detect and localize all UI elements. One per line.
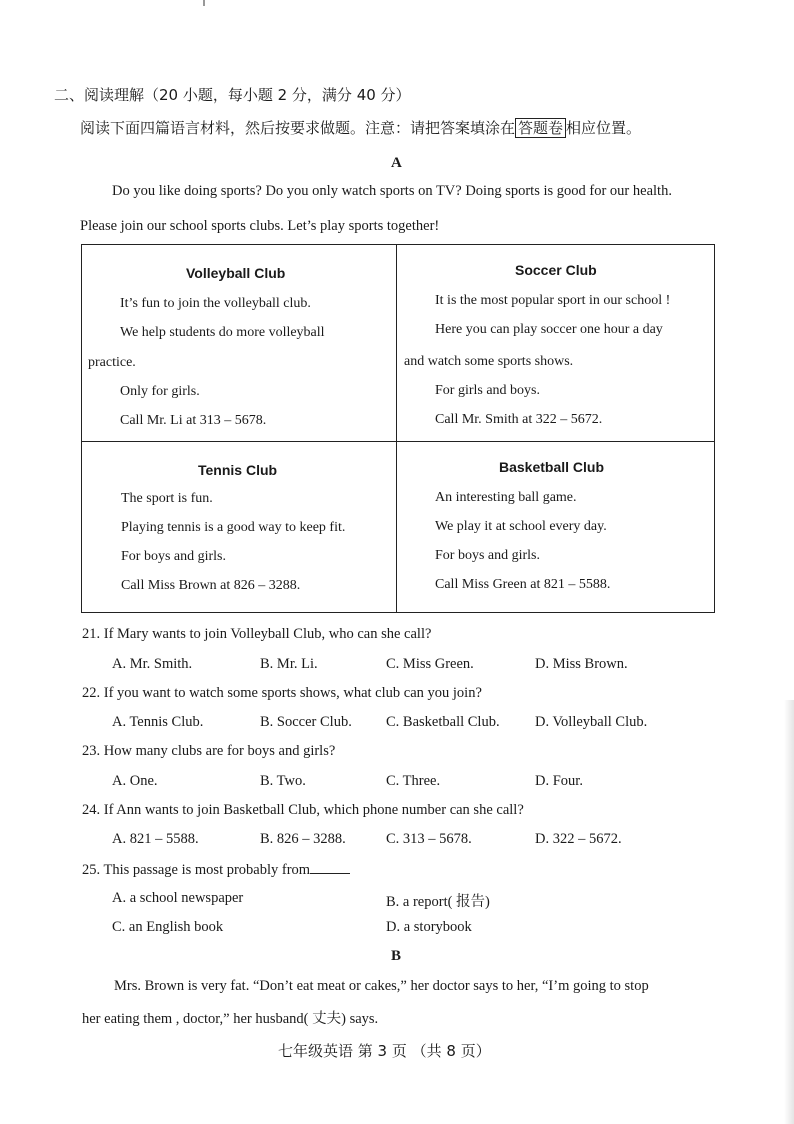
volleyball-line1: It’s fun to join the volleyball club. [120, 296, 311, 311]
tennis-line3: For boys and girls. [121, 549, 226, 564]
instruction-text: 阅读下面四篇语言材料，然后按要求做题。注意：请把答案填涂在 [80, 119, 516, 137]
passage-a-label: A [391, 155, 402, 171]
q24-option-c: C. 313 – 5678. [386, 831, 472, 847]
q21-option-a: A. Mr. Smith. [112, 656, 193, 672]
tennis-line1: The sport is fun. [121, 491, 213, 506]
basketball-line1: An interesting ball game. [435, 490, 577, 505]
q21-option-d: D. Miss Brown. [535, 656, 628, 672]
clubs-table [81, 244, 715, 613]
q25-option-d: D. a storybook [386, 919, 472, 935]
q25-option-c: C. an English book [112, 919, 224, 935]
question-22: 22. If you want to watch some sports shows, what club can you join? [82, 685, 482, 701]
tennis-line2: Playing tennis is a good way to keep fit. [121, 520, 346, 535]
passage-a-intro-line2: Please join our school sports clubs. Let’s play sports together! [80, 218, 440, 234]
question-23: 23. How many clubs are for boys and girls? [82, 743, 336, 759]
passage-b-line1: Mrs. Brown is very fat. “Don’t eat meat or cakes,” her doctor says to her, “I’m going to stop [114, 978, 649, 994]
soccer-line3: For girls and boys. [435, 383, 540, 398]
soccer-line2b: and watch some sports shows. [404, 354, 574, 369]
basketball-line2: We play it at school every day. [435, 519, 607, 534]
q22-option-b: B. Soccer Club. [260, 714, 352, 730]
instruction [80, 117, 641, 138]
q21-option-c: C. Miss Green. [386, 656, 474, 672]
scan-mark [203, 0, 205, 6]
passage-a-intro-line1: Do you like doing sports? Do you only watch sports on TV? Doing sports is good for our health. [112, 183, 672, 199]
question-25-stem: 25. This passage is most probably from [82, 862, 311, 878]
question-24: 24. If Ann wants to join Basketball Club, which phone number can she call? [82, 802, 524, 818]
volleyball-line2a: We help students do more volleyball [120, 325, 325, 340]
volleyball-line3: Only for girls. [120, 384, 200, 399]
basketball-club-title: Basketball Club [499, 459, 605, 475]
tennis-line4: Call Miss Brown at 826 – 3288. [121, 578, 301, 593]
q23-option-d: D. Four. [535, 773, 583, 789]
passage-b-line2: her eating them , doctor,” her husband( 丈夫) says. [82, 1011, 379, 1027]
q23-option-c: C. Three. [386, 773, 441, 789]
page-footer: 七年级英语 第 3 页 （共 8 页） [278, 1042, 491, 1060]
q22-option-c: C. Basketball Club. [386, 714, 500, 730]
q25-option-a: A. a school newspaper [112, 890, 244, 906]
basketball-club-cell [397, 442, 715, 612]
soccer-club-cell [397, 245, 715, 441]
basketball-line4: Call Miss Green at 821 – 5588. [435, 577, 611, 592]
answer-blank [310, 861, 350, 874]
basketball-line3: For boys and girls. [435, 548, 540, 563]
tennis-club-cell [82, 442, 396, 612]
volleyball-line4: Call Mr. Li at 313 – 5678. [120, 413, 267, 428]
question-21: 21. If Mary wants to join Volleyball Club, who can she call? [82, 626, 432, 642]
q24-option-b: B. 826 – 3288. [260, 831, 346, 847]
soccer-line2a: Here you can play soccer one hour a day [435, 322, 663, 337]
question-25 [82, 861, 350, 879]
tennis-club-title: Tennis Club [198, 462, 278, 478]
volleyball-club-title: Volleyball Club [186, 265, 286, 281]
q25-option-b: B. a report( 报告) [386, 894, 490, 910]
q23-option-b: B. Two. [260, 773, 306, 789]
q23-option-a: A. One. [112, 773, 158, 789]
soccer-club-title: Soccer Club [515, 262, 597, 278]
passage-b-label: B [391, 948, 402, 964]
soccer-line4: Call Mr. Smith at 322 – 5672. [435, 412, 603, 427]
answer-sheet-box: 答题卷 [515, 118, 566, 138]
q24-option-a: A. 821 – 5588. [112, 831, 199, 847]
q24-option-d: D. 322 – 5672. [535, 831, 622, 847]
q21-option-b: B. Mr. Li. [260, 656, 318, 672]
instruction-tail: 相应位置。 [566, 119, 642, 137]
section-heading: 二、阅读理解（20 小题，每小题 2 分，满分 40 分） [54, 86, 411, 104]
volleyball-club-cell [82, 245, 396, 441]
q22-option-d: D. Volleyball Club. [535, 714, 648, 730]
volleyball-line2b: practice. [88, 355, 136, 370]
soccer-line1: It is the most popular sport in our school ! [435, 293, 671, 308]
q22-option-a: A. Tennis Club. [112, 714, 204, 730]
scan-edge-shadow [784, 700, 794, 1124]
